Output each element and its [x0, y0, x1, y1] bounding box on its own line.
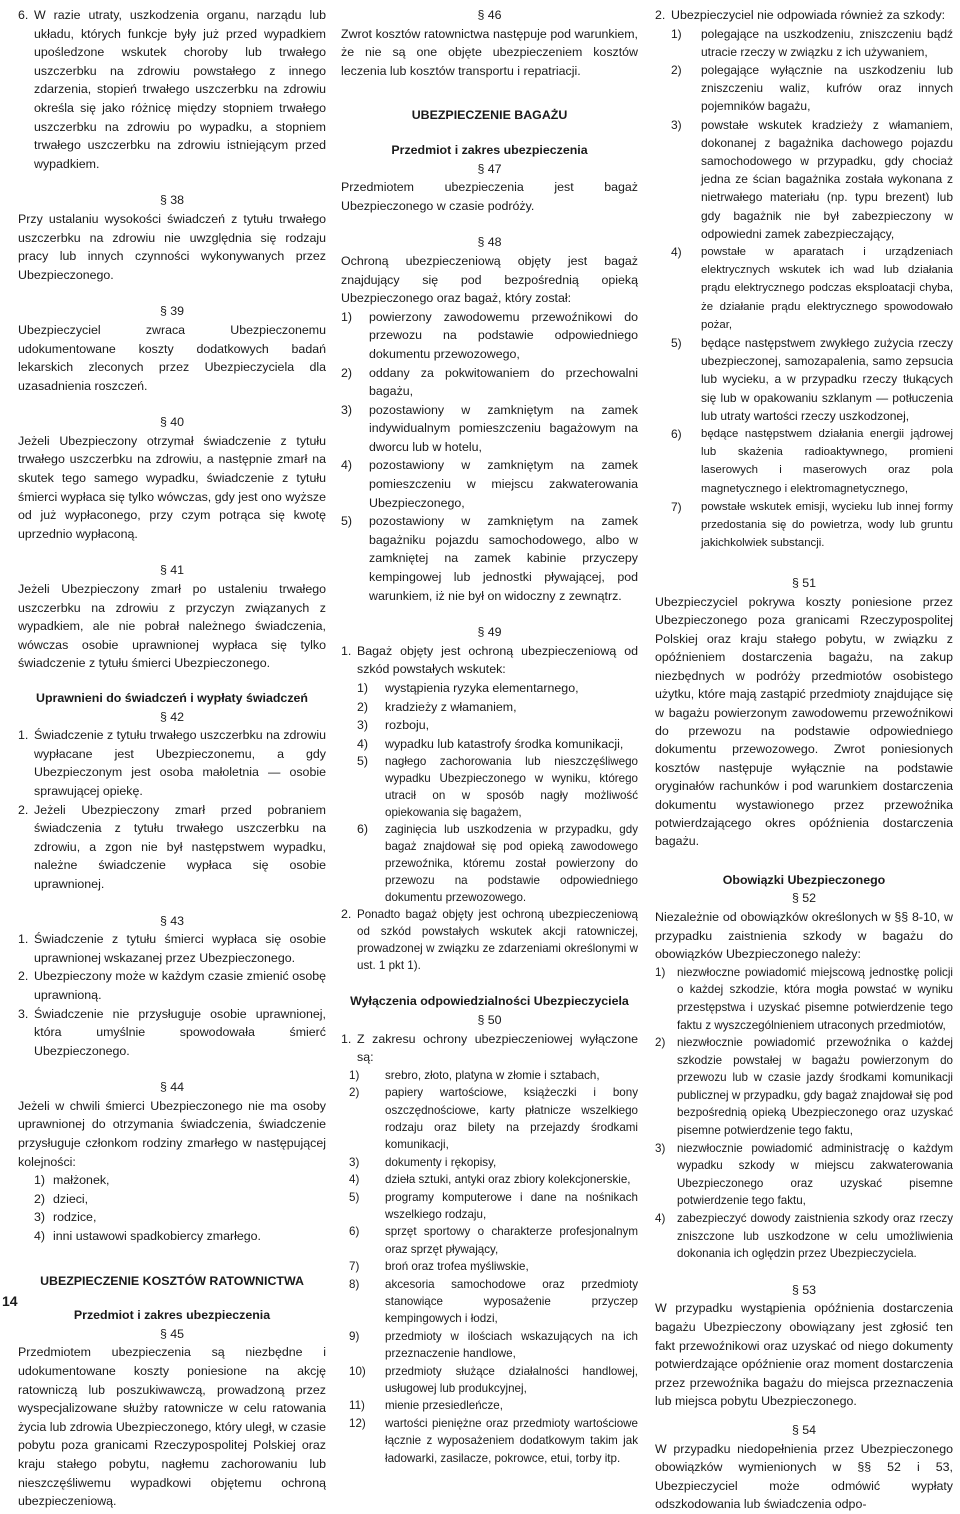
item-marker: 1. — [341, 1031, 352, 1046]
list-item — [18, 1208, 326, 1227]
heading-przedmiot-i-zakres: Przedmiot i zakres ubezpieczenia — [73, 1308, 271, 1323]
item-text: powstałe wskutek emisji, wycieku lub innej formy przedostania się do powietrza, wody lub gruntu jakichkolwiek substancji. — [701, 500, 953, 550]
list-item — [18, 1005, 326, 1061]
list-item — [357, 716, 638, 735]
section-46-title: § 46 — [477, 8, 502, 22]
section-49-list — [341, 642, 638, 679]
list-item — [349, 1223, 638, 1258]
list-item — [18, 1190, 326, 1209]
item-text: pozostawiony w zamkniętym na zamek indywidualnym pomieszczeniu bagażowym na dworcu lub w hotelu, — [369, 402, 638, 454]
list-item — [357, 698, 638, 717]
list-item — [341, 512, 638, 605]
list-item — [349, 1363, 638, 1398]
section-50-sublist-2 — [671, 25, 953, 553]
list-item — [341, 401, 638, 457]
item-text: kradzieży z włamaniem, — [385, 699, 517, 714]
item-text: akcesoria samochodowe oraz przedmioty stanowiące wyposażenie przyczep kempingowych i łodzi, — [385, 1277, 638, 1326]
item-marker: 3) — [671, 117, 682, 132]
list-item — [18, 726, 326, 800]
item-text: dokumenty i rękopisy, — [385, 1155, 497, 1169]
item-text: Z zakresu ochrony ubezpieczeniowej wyłączone są: — [357, 1031, 638, 1065]
section-47-title: § 47 — [477, 161, 502, 176]
item-text: inni ustawowi spadkobiercy zmarłego. — [53, 1229, 261, 1244]
list-item — [349, 1189, 638, 1224]
item-marker: 1) — [34, 1173, 46, 1188]
list-item — [655, 6, 953, 25]
item-text: dzieła sztuki, antyki oraz zbiory kolekcjonerskie, — [385, 1173, 631, 1187]
item-marker: 3) — [341, 402, 353, 417]
item-text: przedmioty służące działalności handlowej, usługowej lub produkcyjnej, — [385, 1364, 638, 1396]
section-43-list — [18, 930, 326, 1060]
item-marker: 6) — [349, 1225, 360, 1239]
item-text: Świadczenie nie przysługuje osobie uprawnionej, która umyślnie spowodowała śmierć Ubezpieczonego. — [34, 1006, 326, 1058]
item-marker: 3) — [34, 1210, 46, 1225]
section-39-title: § 39 — [159, 304, 185, 319]
item-text: małżonek, — [53, 1173, 110, 1188]
list-item — [18, 967, 326, 1004]
item-text: pozostawiony w zamkniętym na zamek bagażniku pojazdu samochodowego, albo w zamkniętej na zamek kabinie przyczepy kempingowej lub jednostki pływającej, pod warunkiem, iż nie był on widoczny z zewnątrz. — [369, 514, 638, 603]
list-item — [671, 25, 953, 61]
item-marker: 2. — [18, 802, 29, 817]
list-item — [349, 1258, 638, 1275]
heading-uprawnieni: Uprawnieni do świadczeń i wypłaty świadczeń — [36, 691, 308, 705]
section-41-title: § 41 — [159, 563, 185, 578]
item-marker: 4) — [349, 1173, 360, 1187]
item-text: Bagaż objęty jest ochroną ubezpieczeniową od szkód powstałych wskutek: — [357, 643, 638, 677]
item-marker: 5) — [341, 514, 353, 529]
item-text: zaginięcia lub uszkodzenia w przypadku, gdy bagaż znajdował się pod opieką zawodowego przewoźnika, któremu został powierzony do przewozu na podstawie odpowiedniego dokumentu przewozowego. — [385, 823, 638, 905]
section-41-text: Jeżeli Ubezpieczony zmarł po ustaleniu trwałego uszczerbku na zdrowiu z przyczyn związanych z wypadkiem, ale nie pobrał należnego świadczenia, wówczas osobie uprawnionej wypłaca się tylko świadczenie z tytułu śmierci Ubezpieczonego. — [18, 582, 326, 671]
list-item — [671, 334, 953, 425]
list-item — [655, 1034, 953, 1140]
list-item — [655, 1210, 953, 1263]
item-marker: 3) — [655, 1141, 666, 1155]
item-text: nagłego zachorowania lub nieszczęśliwego wypadku Ubezpieczonego w wyniku, którego utracił on w sposób nagły możliwość opiekowania się bagażem, — [385, 755, 638, 820]
section-52-list — [655, 964, 953, 1263]
section-48-list — [341, 308, 638, 606]
page-number: 14 — [2, 1293, 18, 1310]
section-44-list — [18, 1171, 326, 1245]
item-marker: 6. — [18, 8, 29, 22]
item-marker: 5) — [349, 1190, 360, 1204]
section-54-title: § 54 — [791, 1422, 817, 1437]
list-item — [357, 753, 638, 821]
item-marker: 12) — [349, 1416, 366, 1430]
item-text: rozboju, — [385, 718, 430, 733]
section-48-text: Ochroną ubezpieczeniową objęty jest bagaż znajdujący się pod bezpośrednią opieką Ubezpieczonego oraz bagaż, który został: — [341, 253, 638, 306]
item-text: powierzony zawodowemu przewoźnikowi do przewozu na podstawie odpowiedniego dokumentu przewozowego, — [369, 309, 638, 361]
list-item — [341, 906, 638, 974]
item-text: pozostawiony w zamkniętym na zamek pomieszczeniu w miejscu zakwaterowania Ubezpieczonego, — [369, 458, 638, 510]
list-item — [341, 1030, 638, 1067]
item-text: Świadczenie z tytułu śmierci wypłaca się osobie uprawnionej wskazanej przez Ubezpieczonego. — [34, 932, 326, 965]
list-item — [349, 1276, 638, 1328]
item-marker: 9) — [349, 1329, 360, 1343]
list-item — [349, 1328, 638, 1363]
list-item — [18, 930, 326, 967]
item-marker: 3) — [357, 718, 369, 733]
item-text: powstałe w aparatach i urządzeniach elektrycznych wskutek ich wad lub działania prądu elektrycznego podczas eksploatacji chyba, że działanie prądu elektrycznego spowodowało pożar, — [701, 246, 953, 331]
section-42-list — [18, 726, 326, 893]
item-marker: 4) — [357, 736, 369, 751]
heading-ubezpieczenie-kosztow-ratownictwa: UBEZPIECZENIE KOSZTÓW RATOWNICTWA — [40, 1273, 304, 1288]
item-text: Świadczenie z tytułu trwałego uszczerbku na zdrowiu wypłacane jest Ubezpieczonemu, a gdy Ubezpieczonym jest osoba małoletnia — osobie sprawującej opiekę. — [34, 728, 327, 798]
item-marker: 6) — [357, 822, 369, 837]
item-text: mienie przesiedleńcze, — [385, 1399, 503, 1413]
item-marker: 1) — [341, 309, 353, 324]
section-52-title: § 52 — [791, 891, 817, 906]
column-middle — [341, 6, 638, 1467]
section-51-text: Ubezpieczyciel pokrywa koszty poniesione przez Ubezpieczonego poza granicami Rzeczypospolitej Polskiej oraz kraju stałego pobytu, w związku z opóźnieniem dostarczenia bagażu, na zakup niezbędnych w podróży przedmiotów osobistego użytku, które mają zastąpić przedmioty znajdujące się w bagażu powierzonym zawodowemu przewoźnikowi do przewozu na podstawie odpowiedniego dokumentu przewozowego. Zwrot poniesionych kosztów następuje wyłącznie na podstawie oryginałów rachunków i pod warunkiem dostarczenia dokumentu wystawionego przez przewoźnika potwierdzającego okres opóźnienia dostarczenia bagażu. — [655, 595, 953, 849]
list-item — [357, 679, 638, 698]
section-39-text: Ubezpieczyciel zwraca Ubezpieczonemu udokumentowane koszty dodatkowych badań lekarskich zleconych przez Ubezpieczyciela dla uzasadnienia roszczeń. — [18, 322, 326, 393]
item-marker: 3) — [349, 1155, 360, 1169]
section-47-text: Przedmiotem ubezpieczenia jest bagaż Ubezpieczonego w czasie podróży. — [341, 180, 638, 213]
item-marker: 2) — [349, 1086, 360, 1100]
item-text: zabezpieczyć dowody zaistnienia szkody oraz rzeczy zniszczone lub uszkodzone w celu umożliwienia dokonania ich oględzin przez Ubezpieczyciela. — [677, 1212, 953, 1261]
item-text: wypadku lub katastrofy środka komunikacji, — [385, 736, 624, 751]
list-item — [18, 1227, 326, 1246]
item-text: dzieci, — [53, 1191, 89, 1206]
list-item — [349, 1154, 638, 1171]
item-text: Ubezpieczony może w każdym czasie zmienić osobę uprawnioną. — [34, 969, 326, 1002]
section-49-list-2 — [341, 906, 638, 974]
section-38-title: § 38 — [159, 193, 185, 208]
item-marker: 2) — [34, 1191, 46, 1206]
item-marker: 2. — [341, 907, 352, 922]
item-text: niezwłocznie powiadomić administrację o każdym wypadku szkody w miejscu zakwaterowania Ubezpieczonego oraz uzyskać pisemne potwierdzenie tego faktu, — [677, 1141, 953, 1208]
item-marker: 6) — [671, 427, 682, 442]
list-item — [357, 821, 638, 906]
item-marker: 2) — [671, 63, 682, 77]
item-text: sprzęt sportowy o charakterze profesjonalnym oraz sprzęt pływający, — [385, 1225, 638, 1256]
section-51-title: § 51 — [791, 576, 817, 591]
item-marker: 1) — [671, 26, 682, 41]
section-53-text: W przypadku wystąpienia opóźnienia dostarczenia bagażu Ubezpieczony obowiązany jest zgłosić ten fakt przewoźnikowi oraz uzyskać od niego dokumenty potwierdzające opóźnienie oraz moment dostarczenia przez przewoźnika bagażu do miejsca przeznaczenia lub miejsca pobytu Ubezpieczonego. — [655, 1301, 953, 1409]
column-right — [655, 6, 953, 1514]
section-46-text: Zwrot kosztów ratownictwa następuje pod warunkiem, że nie są one objęte ubezpieczeniem kosztów leczenia lub kosztów transportu i repatriacji. — [341, 26, 638, 78]
section-43-title: § 43 — [159, 913, 185, 928]
section-49-title: § 49 — [477, 625, 502, 640]
item-marker: 7) — [671, 499, 682, 514]
list-item — [671, 498, 953, 553]
item-text: przedmioty w ilościach wskazujących na ich przeznaczenie handlowe, — [385, 1329, 638, 1361]
item-marker: 3. — [18, 1006, 29, 1021]
item-marker: 2) — [341, 365, 353, 380]
item-text: niezwłocznie powiadomić przewoźnika o każdej szkodzie powstałej w bagażu powierzonym do przewozu lub w czasie jazdy środkami komunikacji publicznej w przypadku, gdy bagaż znajdował się pod bezpośrednią opieką Ubezpieczonego oraz uzyskać pisemne potwierdzenie tego faktu, — [677, 1036, 953, 1138]
item-marker: 2) — [357, 699, 369, 714]
item-text: W razie utraty, uszkodzenia organu, narządu lub układu, których funkcje były już przed wypadkiem upośledzone wskutek choroby lub trwałego uszczerbku na zdrowiu powstałego z innego zdarzenia, stopień trwałego uszczerbku na zdrowiu określa się jako różnicę między stopniem trwałego uszczerbku na zdrowiu po wypadku, a stopniem trwałego uszczerbku na zdrowiu istniejącym przed wypadkiem. — [34, 8, 326, 171]
heading-ubezpieczenie-bagazu: UBEZPIECZENIE BAGAŻU — [411, 108, 568, 123]
list-item — [341, 642, 638, 679]
section-52-text: Niezależnie od obowiązków określonych w §§ 8-10, w przypadku zaistnienia szkody w bagażu do obowiązków Ubezpieczonego należy: — [655, 909, 953, 962]
item-marker: 1) — [349, 1068, 360, 1082]
item-marker: 8) — [349, 1277, 360, 1291]
list-item — [349, 1067, 638, 1084]
item-marker: 2) — [655, 1036, 666, 1050]
section-53-title: § 53 — [791, 1282, 817, 1297]
item-text: Ponadto bagaż objęty jest ochroną ubezpieczeniową od szkód powstałych wskutek akcji ratowniczej, prowadzonej w związku ze zdarzeniami określonymi w ust. 1 pkt 1). — [357, 908, 638, 973]
item-text: powstałe wskutek kradzieży z włamaniem, dokonanej z bagażnika dachowego pojazdu samochodowego w przypadku, gdy chociaż jedna ze ścian bagażnika została wykonana z nietrwałego materiału (np. typu brezent) lub gdy bagażnik nie był zabezpieczony w odpowiedni zamek zabezpieczający, — [701, 117, 953, 241]
item-marker: 2. — [655, 8, 666, 22]
item-marker: 4) — [671, 245, 682, 260]
item-marker: 4) — [341, 458, 353, 473]
item-text: Ubezpieczyciel nie odpowiada również za szkody: — [671, 8, 946, 22]
item-text: broń oraz trofea myśliwskie, — [385, 1260, 529, 1274]
section-54-text: W przypadku niedopełnienia przez Ubezpieczonego obowiązków wymienionych w §§ 52 i 53, Ubezpieczyciel może odmówić wypłaty odszkodowania lub świadczenia odpo- — [655, 1441, 953, 1512]
item-text: wystąpienia ryzyka elementarnego, — [385, 681, 579, 695]
item-text: polegające wyłącznie na uszkodzeniu lub zniszczeniu waliz, kufrów oraz innych pojemników bagażu, — [701, 63, 953, 114]
item-marker: 5) — [671, 336, 682, 351]
item-marker: 1. — [341, 643, 352, 658]
item-marker: 1) — [655, 965, 666, 979]
item-text: wartości pieniężne oraz przedmioty wartościowe łącznie z wyposażeniem dodatkowym takim jak ładowarki, zasilacze, pokrowce, etui, torby itp. — [385, 1416, 638, 1465]
list-item — [341, 308, 638, 364]
item-marker: 1. — [18, 728, 29, 743]
item-marker: 10) — [349, 1364, 366, 1378]
section-50-sublist — [349, 1067, 638, 1467]
list-item — [18, 801, 326, 894]
section-40-text: Jeżeli Ubezpieczony otrzymał świadczenie z tytułu trwałego uszczerbku na zdrowiu, a następnie zmarł na skutek tego samego wypadku, świadczenie z tytułu śmierci wypłaca się tylko wówczas, gdy jest ono wyższe od już wypłaconego, przy czym potrąca się kwotę uprzednio wypłaconą. — [18, 433, 326, 541]
section-49-sublist — [357, 679, 638, 906]
item-marker: 2. — [18, 969, 29, 984]
list-item — [671, 425, 953, 498]
list-item-6 — [18, 6, 326, 173]
list-item — [18, 1171, 326, 1190]
list-item — [671, 243, 953, 334]
item-text: będące następstwem działania energii jądrowej lub skażenia radioaktywnego, promieni laserowych i maserowych oraz pola magnetycznego i elektromagnetycznego, — [701, 428, 953, 495]
item-text: Jeżeli Ubezpieczony zmarł przed pobraniem świadczenia z tytułu trwałego uszczerbku na zdrowiu, a zgon nie był następstwem wypadku, należne świadczenie wypłaca się osobie uprawnionej. — [34, 802, 326, 891]
item-marker: 1) — [357, 681, 369, 695]
section-44-text: Jeżeli w chwili śmierci Ubezpieczonego nie ma osoby uprawnionej do otrzymania świadczenia, świadczenie przysługuje członkom rodziny zmarłego w następującej kolejności: — [18, 1098, 326, 1169]
heading-przedmiot-i-zakres: Przedmiot i zakres ubezpieczenia — [391, 142, 588, 157]
item-text: niezwłoczne powiadomić miejscową jednostkę policji o każdej szkodzie, która mogła powstać w wyniku przestępstwa i uzyskać pisemne potwierdzenie tego faktu z wyszczególnieniem utraconych przedmiotów, — [677, 965, 953, 1032]
item-marker: 4) — [34, 1229, 46, 1244]
list-item — [655, 964, 953, 1034]
item-marker: 11) — [349, 1399, 365, 1413]
item-text: papiery wartościowe, książeczki i bony oszczędnościowe, karty płatnicze wszelkiego rodzaju oraz bilety na przejazdy środkami komunikacji, — [385, 1086, 638, 1152]
heading-wylaczenia: Wyłączenia odpowiedzialności Ubezpieczyciela — [350, 994, 629, 1009]
list-item — [349, 1171, 638, 1188]
item-text: oddany za pokwitowaniem do przechowalni bagażu, — [369, 365, 638, 399]
list-item — [357, 735, 638, 754]
section-45-text: Przedmiotem ubezpieczenia są niezbędne i udokumentowane koszty poniesione na akcję ratowniczą lub poszukiwawczą, prowadzoną przez wyspecjalizowane służby ratownicze w celu ratowania życia lub zdrowia Ubezpieczonego, który uległ, w czasie pobytu poza granicami Rzeczypospolitej Polskiej oraz kraju stałego pobytu, nagłemu zachorowaniu lub nieszczęśliwemu wypadkowi objętemu ochroną ubezpieczeniową. — [18, 1345, 326, 1509]
column-left — [18, 6, 326, 1511]
item-text: będące następstwem zwykłego zużycia rzeczy ubezpieczonej, samozapalenia, samo zepsucia lub wycieku, a w przypadku rzeczy tłukących się lub w opakowaniu szklanym — potłuczenia lub utraty wartości rzeczy uszkodzonej, — [701, 336, 953, 423]
section-44-title: § 44 — [159, 1080, 185, 1095]
list-item — [341, 364, 638, 401]
list-item — [655, 1140, 953, 1210]
section-38-text: Przy ustalaniu wysokości świadczeń z tytułu trwałego uszczerbku na zdrowiu nie uwzględnia się rodzaju pracy lub innych czynności wykonywanych przez Ubezpieczonego. — [18, 211, 326, 282]
item-text: rodzice, — [53, 1210, 97, 1225]
item-marker: 7) — [349, 1260, 360, 1274]
list-item — [349, 1415, 638, 1467]
item-marker: 4) — [655, 1212, 666, 1226]
section-45-title: § 45 — [159, 1326, 185, 1341]
list-item — [671, 61, 953, 116]
heading-obowiazki: Obowiązki Ubezpieczonego — [722, 872, 886, 887]
section-40-title: § 40 — [159, 415, 185, 430]
section-42-title: § 42 — [159, 709, 185, 724]
section-50-list-2 — [655, 6, 953, 25]
list-item — [349, 1084, 638, 1154]
section-50-title: § 50 — [477, 1012, 502, 1027]
section-50-list — [341, 1030, 638, 1067]
section-48-title: § 48 — [477, 235, 502, 250]
item-marker: 5) — [357, 754, 369, 769]
item-text: srebro, złoto, platyna w złomie i sztabach, — [385, 1068, 600, 1082]
list-item — [349, 1397, 638, 1414]
list-item — [18, 6, 326, 173]
item-text: polegające na uszkodzeniu, zniszczeniu bądź utracie rzeczy w związku z ich używaniem, — [701, 26, 953, 59]
item-marker: 1. — [18, 932, 29, 947]
list-item — [341, 456, 638, 512]
list-item — [671, 116, 953, 243]
item-text: programy komputerowe i dane na nośnikach wszelkiego rodzaju, — [385, 1190, 638, 1221]
